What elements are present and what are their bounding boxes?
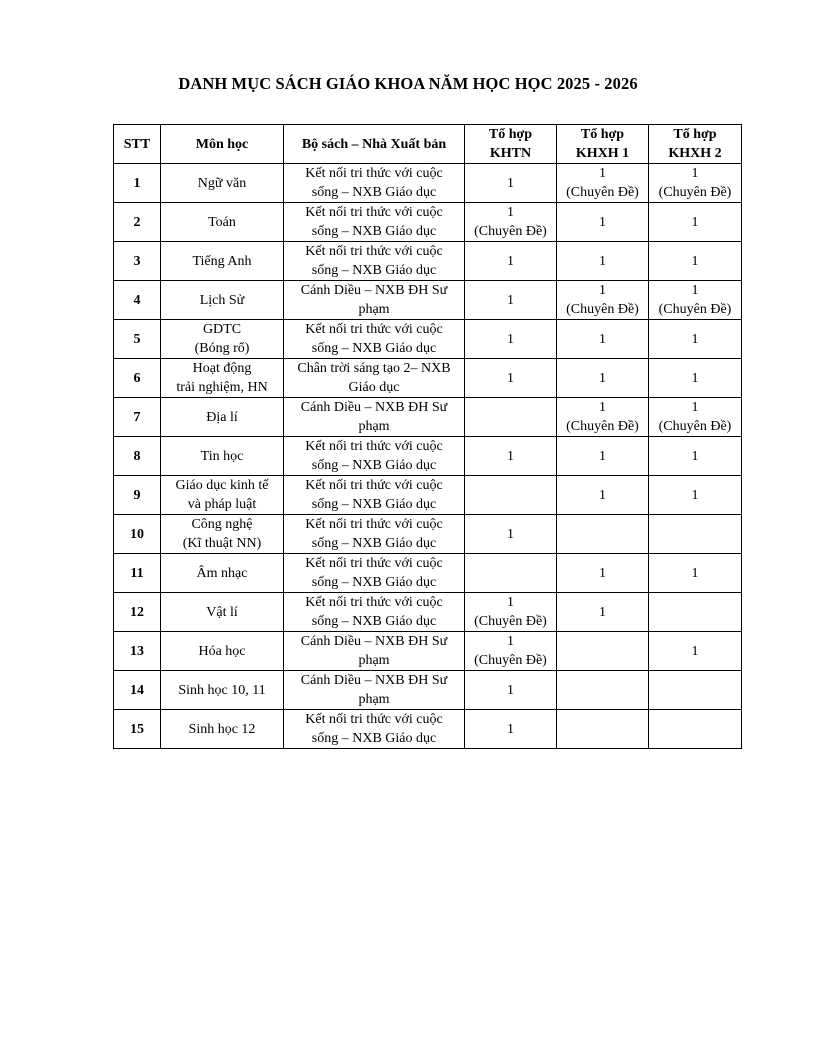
cell-bo-sach-line: phạm	[358, 419, 390, 434]
cell-khxh1	[557, 164, 649, 203]
cell-bo-sach-line: Cánh Diều – NXB ĐH Sư	[300, 283, 448, 298]
cell-bo-sach-line: phạm	[358, 302, 390, 317]
cell-bo-sach	[284, 476, 465, 515]
cell-khtn-line: 1	[507, 448, 514, 464]
cell-khxh1-line: 1	[599, 253, 606, 269]
cell-khxh2-line: 1	[691, 643, 699, 659]
cell-khxh2-line: 1	[691, 370, 699, 386]
cell-bo-sach	[284, 164, 465, 203]
table-row	[114, 242, 742, 281]
cell-bo-sach-line: Kết nối tri thức với cuộc	[305, 712, 443, 727]
cell-khxh1	[557, 671, 649, 710]
cell-bo-sach-line: Kết nối tri thức với cuộc	[305, 478, 443, 493]
cell-khxh2	[649, 476, 742, 515]
table-row	[114, 320, 742, 359]
cell-khtn	[465, 554, 557, 593]
cell-khtn	[465, 359, 557, 398]
cell-khxh2-line: 1	[691, 331, 699, 347]
cell-stt: 2	[114, 203, 161, 242]
table-row	[114, 398, 742, 437]
cell-khxh2	[649, 359, 742, 398]
header-khxh2	[649, 125, 742, 164]
cell-bo-sach	[284, 281, 465, 320]
cell-mon-hoc	[161, 671, 284, 710]
cell-khtn	[465, 320, 557, 359]
cell-khxh2-line: 1	[691, 565, 699, 581]
table-row	[114, 632, 742, 671]
cell-khtn	[465, 476, 557, 515]
cell-khxh2-line: 1	[691, 253, 699, 269]
cell-mon-hoc	[161, 203, 284, 242]
cell-khxh1-line: 1	[599, 604, 606, 620]
cell-khxh1-line: 1	[599, 283, 606, 298]
cell-stt: 4	[114, 281, 161, 320]
cell-mon-hoc	[161, 515, 284, 554]
cell-khtn-line: 1	[507, 253, 514, 269]
cell-khtn	[465, 593, 557, 632]
cell-stt: 1	[114, 164, 161, 203]
table-row	[114, 281, 742, 320]
page-title: DANH MỤC SÁCH GIÁO KHOA NĂM HỌC HỌC 2025 - 2026	[178, 74, 638, 93]
cell-bo-sach	[284, 632, 465, 671]
cell-khxh2-line: 1	[691, 166, 699, 181]
cell-stt: 7	[114, 398, 161, 437]
cell-khxh1-line: 1	[599, 166, 606, 181]
cell-khxh1-line: 1	[599, 331, 606, 347]
cell-bo-sach	[284, 710, 465, 749]
cell-khxh1	[557, 437, 649, 476]
cell-khtn	[465, 437, 557, 476]
cell-mon-hoc	[161, 476, 284, 515]
cell-khxh2-line: 1	[691, 283, 699, 298]
cell-bo-sach	[284, 203, 465, 242]
cell-bo-sach	[284, 398, 465, 437]
cell-bo-sach-line: Cánh Diều – NXB ĐH Sư	[300, 634, 448, 649]
cell-khtn-line: (Chuyên Đề)	[474, 653, 547, 668]
cell-khtn-line: 1	[507, 721, 514, 737]
table-row	[114, 203, 742, 242]
cell-khxh2-line: (Chuyên Đề)	[658, 302, 732, 317]
cell-khtn	[465, 203, 557, 242]
cell-mon-hoc-line: Âm nhạc	[196, 565, 248, 581]
cell-khtn-line: 1	[507, 526, 514, 542]
cell-khxh2	[649, 203, 742, 242]
cell-bo-sach	[284, 671, 465, 710]
cell-stt: 5	[114, 320, 161, 359]
cell-bo-sach	[284, 359, 465, 398]
cell-mon-hoc-line: Giáo dục kinh tế	[175, 478, 269, 493]
cell-bo-sach-line: Giáo dục	[348, 380, 400, 395]
cell-bo-sach	[284, 437, 465, 476]
cell-stt: 10	[114, 515, 161, 554]
cell-khxh2	[649, 164, 742, 203]
cell-stt: 11	[114, 554, 161, 593]
cell-bo-sach-line: Kết nối tri thức với cuộc	[305, 166, 443, 181]
cell-bo-sach-line: Kết nối tri thức với cuộc	[305, 595, 443, 610]
cell-bo-sach-line: sống – NXB Giáo dục	[311, 185, 437, 200]
cell-bo-sach	[284, 320, 465, 359]
header-stt: STT	[114, 125, 161, 164]
cell-khxh2	[649, 710, 742, 749]
cell-khtn	[465, 242, 557, 281]
cell-bo-sach	[284, 554, 465, 593]
cell-mon-hoc-line: Sinh học 12	[188, 721, 256, 737]
header-khtn-line: Tổ hợp	[488, 127, 533, 142]
cell-khxh1	[557, 554, 649, 593]
table-row	[114, 515, 742, 554]
cell-bo-sach-line: sống – NXB Giáo dục	[311, 263, 437, 278]
cell-khxh1	[557, 476, 649, 515]
header-khtn-line: KHTN	[489, 146, 532, 161]
cell-khxh2-line: (Chuyên Đề)	[658, 419, 732, 434]
header-khxh2-line: KHXH 2	[668, 146, 722, 161]
table-row	[114, 476, 742, 515]
cell-khtn	[465, 632, 557, 671]
cell-bo-sach-line: Cánh Diều – NXB ĐH Sư	[300, 673, 448, 688]
cell-khxh1	[557, 398, 649, 437]
cell-mon-hoc-line: Địa lí	[206, 409, 238, 425]
table-body	[114, 164, 742, 749]
cell-bo-sach-line: Kết nối tri thức với cuộc	[305, 205, 443, 220]
cell-bo-sach-line: sống – NXB Giáo dục	[311, 614, 437, 629]
cell-mon-hoc	[161, 593, 284, 632]
header-khxh2-line: Tổ hợp	[673, 127, 717, 142]
cell-mon-hoc	[161, 164, 284, 203]
cell-khxh2	[649, 671, 742, 710]
cell-khxh1	[557, 242, 649, 281]
cell-khxh1-line: 1	[599, 487, 606, 503]
textbook-table	[113, 124, 742, 749]
cell-khxh1-line: 1	[599, 214, 606, 230]
table-header-row	[114, 125, 742, 164]
cell-khxh2-line: 1	[691, 400, 699, 415]
cell-mon-hoc-line: Vật lí	[206, 604, 238, 620]
cell-khtn	[465, 671, 557, 710]
cell-stt: 14	[114, 671, 161, 710]
cell-khtn-line: (Chuyên Đề)	[474, 224, 547, 239]
cell-khtn-line: 1	[507, 595, 514, 610]
header-khtn	[465, 125, 557, 164]
cell-khxh2	[649, 242, 742, 281]
cell-khxh2	[649, 437, 742, 476]
cell-mon-hoc-line: Hoạt động	[192, 361, 252, 376]
cell-mon-hoc-line: Toán	[208, 214, 236, 230]
cell-bo-sach-line: Kết nối tri thức với cuộc	[305, 556, 443, 571]
cell-khxh2	[649, 632, 742, 671]
cell-khxh2-line: (Chuyên Đề)	[658, 185, 732, 200]
cell-bo-sach-line: sống – NXB Giáo dục	[311, 458, 437, 473]
cell-khxh1	[557, 593, 649, 632]
cell-mon-hoc-line: GDTC	[202, 322, 242, 337]
cell-mon-hoc-line: Ngữ văn	[197, 175, 247, 191]
cell-mon-hoc-line: Lịch Sử	[199, 292, 245, 308]
cell-mon-hoc-line: trải nghiệm, HN	[176, 380, 268, 395]
cell-khtn-line: 1	[507, 205, 514, 220]
cell-khxh1-line: 1	[599, 370, 606, 386]
cell-stt: 12	[114, 593, 161, 632]
cell-khxh2-line: 1	[691, 448, 699, 464]
cell-khtn-line: 1	[507, 370, 514, 386]
cell-khxh2	[649, 554, 742, 593]
cell-bo-sach-line: sống – NXB Giáo dục	[311, 497, 437, 512]
cell-bo-sach-line: phạm	[358, 692, 390, 707]
header-khxh1-line: Tổ hợp	[580, 127, 625, 142]
table-row	[114, 554, 742, 593]
cell-khxh2-line: 1	[691, 214, 699, 230]
cell-khtn	[465, 281, 557, 320]
cell-bo-sach-line: Kết nối tri thức với cuộc	[305, 322, 443, 337]
cell-khtn-line: 1	[507, 682, 514, 698]
cell-khxh1	[557, 203, 649, 242]
cell-stt: 3	[114, 242, 161, 281]
cell-khxh1-line: 1	[599, 565, 606, 581]
cell-khxh1	[557, 632, 649, 671]
cell-bo-sach-line: Kết nối tri thức với cuộc	[305, 439, 443, 454]
cell-khtn	[465, 515, 557, 554]
cell-mon-hoc	[161, 632, 284, 671]
cell-khxh2	[649, 398, 742, 437]
cell-mon-hoc-line: (Bóng rổ)	[194, 341, 250, 356]
cell-bo-sach-line: sống – NXB Giáo dục	[311, 575, 437, 590]
cell-bo-sach-line: sống – NXB Giáo dục	[311, 341, 437, 356]
cell-bo-sach	[284, 515, 465, 554]
cell-mon-hoc-line: Công nghệ	[191, 517, 253, 532]
cell-khxh1-line: (Chuyên Đề)	[566, 302, 639, 317]
cell-khtn-line: (Chuyên Đề)	[474, 614, 547, 629]
cell-bo-sach-line: sống – NXB Giáo dục	[311, 536, 437, 551]
cell-bo-sach	[284, 242, 465, 281]
cell-stt: 8	[114, 437, 161, 476]
cell-bo-sach-line: Cánh Diều – NXB ĐH Sư	[300, 400, 448, 415]
cell-khtn	[465, 710, 557, 749]
cell-mon-hoc	[161, 359, 284, 398]
cell-mon-hoc-line: Tin học	[200, 448, 244, 464]
cell-khxh1	[557, 320, 649, 359]
cell-mon-hoc	[161, 281, 284, 320]
cell-khtn-line: 1	[507, 331, 514, 347]
cell-khxh2	[649, 593, 742, 632]
table-row	[114, 593, 742, 632]
cell-bo-sach-line: Chân trời sáng tạo 2– NXB	[297, 361, 451, 376]
cell-stt: 15	[114, 710, 161, 749]
cell-bo-sach	[284, 593, 465, 632]
header-bo-sach: Bộ sách – Nhà Xuất bản	[284, 125, 465, 164]
cell-mon-hoc-line: Sinh học 10, 11	[178, 682, 266, 698]
cell-khxh1	[557, 710, 649, 749]
cell-khxh2	[649, 281, 742, 320]
table-row	[114, 710, 742, 749]
cell-khxh1-line: 1	[599, 448, 606, 464]
cell-bo-sach-line: sống – NXB Giáo dục	[311, 731, 437, 746]
cell-mon-hoc	[161, 437, 284, 476]
cell-mon-hoc	[161, 398, 284, 437]
cell-khxh2	[649, 515, 742, 554]
cell-stt: 9	[114, 476, 161, 515]
cell-bo-sach-line: Kết nối tri thức với cuộc	[305, 517, 443, 532]
cell-mon-hoc-line: và pháp luật	[187, 497, 257, 512]
cell-bo-sach-line: sống – NXB Giáo dục	[311, 224, 437, 239]
cell-khtn-line: 1	[507, 292, 514, 308]
cell-khtn	[465, 164, 557, 203]
cell-mon-hoc-line: Hóa học	[198, 643, 246, 659]
header-khxh1-line: KHXH 1	[575, 146, 630, 161]
cell-khxh2-line: 1	[691, 487, 699, 503]
table-row	[114, 671, 742, 710]
table-row	[114, 437, 742, 476]
cell-stt: 6	[114, 359, 161, 398]
cell-mon-hoc-line: Tiếng Anh	[192, 253, 252, 269]
cell-stt: 13	[114, 632, 161, 671]
cell-khxh1-line: 1	[599, 400, 606, 415]
cell-khtn	[465, 398, 557, 437]
table-row	[114, 359, 742, 398]
table-row	[114, 164, 742, 203]
cell-khxh1	[557, 515, 649, 554]
cell-mon-hoc-line: (Kĩ thuật NN)	[182, 536, 262, 551]
cell-mon-hoc	[161, 554, 284, 593]
header-khxh1	[557, 125, 649, 164]
header-mon-hoc: Môn học	[161, 125, 284, 164]
cell-bo-sach-line: phạm	[358, 653, 390, 668]
cell-khtn-line: 1	[507, 634, 514, 649]
cell-khxh1-line: (Chuyên Đề)	[566, 185, 639, 200]
cell-khxh1	[557, 359, 649, 398]
cell-mon-hoc	[161, 242, 284, 281]
cell-mon-hoc	[161, 710, 284, 749]
cell-khxh2	[649, 320, 742, 359]
cell-mon-hoc	[161, 320, 284, 359]
cell-khxh1-line: (Chuyên Đề)	[566, 419, 639, 434]
cell-bo-sach-line: Kết nối tri thức với cuộc	[305, 244, 443, 259]
cell-khxh1	[557, 281, 649, 320]
cell-khtn-line: 1	[507, 175, 514, 191]
